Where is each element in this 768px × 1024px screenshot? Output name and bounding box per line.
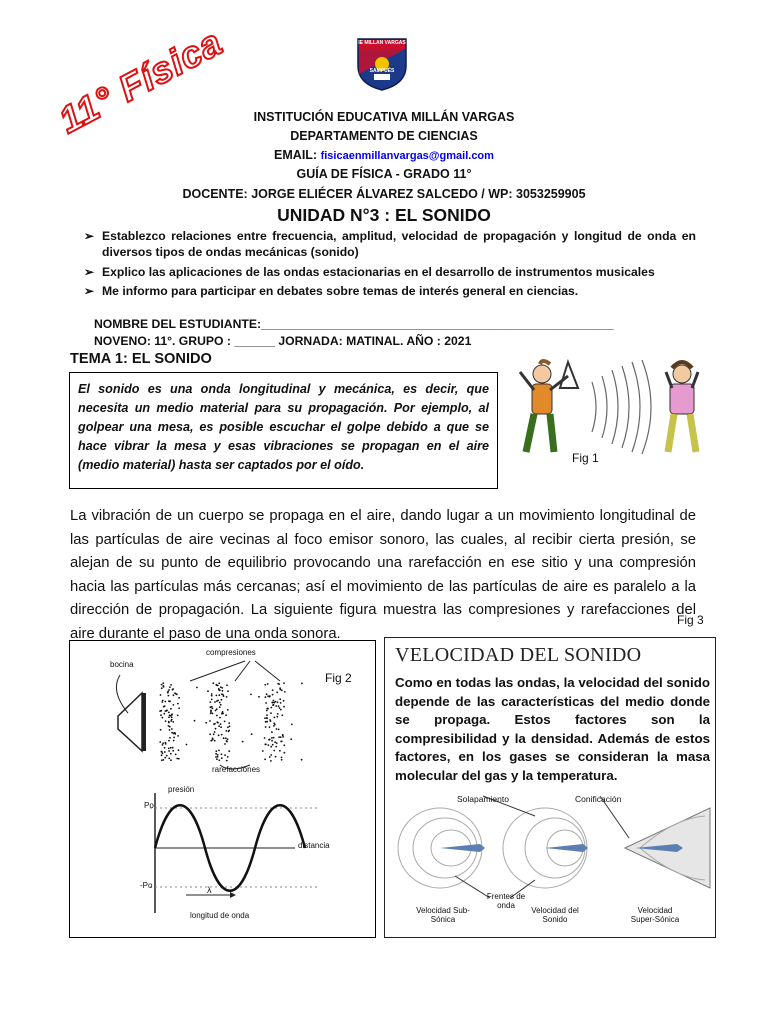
presion-label: presión [168, 785, 195, 794]
compresiones-label: compresiones [206, 648, 256, 657]
conificacion-label: Conificación [575, 794, 622, 804]
longitud-label: longitud de onda [190, 911, 250, 920]
department-name: DEPARTAMENTO DE CIENCIAS [290, 129, 478, 143]
definition-text: El sonido es una onda longitudinal y mecánica, es decir, que necesita un medio material para su propagación. Por ejemplo, al golpear una mesa, es posible escuchar el golpe debido a que se hace vibrar la mesa y esas vibraciones se propagan en el aire (medio material) hasta ser captados por el oído. [78, 382, 489, 472]
email-link[interactable]: fisicaenmillanvargas@gmail.com [320, 150, 494, 162]
arrow-bullet-icon: ➢ [84, 265, 95, 279]
fig1-illustration [512, 352, 712, 462]
tema-title: TEMA 1: EL SONIDO [70, 351, 212, 367]
fig2-label: Fig 2 [325, 671, 352, 685]
bocina-label: bocina [110, 660, 134, 669]
velocidad-box [384, 637, 716, 938]
fig2-diagram [70, 641, 375, 937]
lambda-label: λ [207, 885, 212, 895]
fig3-label: Fig 3 [677, 613, 704, 627]
student-name-line: NOMBRE DEL ESTUDIANTE:____________________________________________________ [94, 317, 614, 331]
guide-title: GUÍA DE FÍSICA - GRADO 11° [296, 167, 472, 181]
definition-box [69, 372, 498, 489]
objective-item: ➢ Explico las aplicaciones de las ondas estacionarias en el desarrollo de instrumentos musicales [84, 265, 655, 279]
arrow-bullet-icon: ➢ [84, 284, 95, 298]
frentes-label: Frentes de onda [486, 892, 526, 910]
fig2-box [69, 640, 376, 938]
fig1-label: Fig 1 [572, 451, 599, 465]
teacher-line: DOCENTE: JORGE ELIÉCER ÁLVAREZ SALCEDO / WP: 3053259905 [182, 187, 586, 201]
email-line [0, 148, 768, 162]
distancia-label: distancia [298, 841, 330, 850]
student-info-line: NOVENO: 11°. GRUPO : ______ JORNADA: MATINAL. AÑO : 2021 [94, 334, 472, 348]
supersonic-label: Velocidad Super-Sónica [630, 906, 680, 924]
logo-text-top: IE MILLAN VARGAS [358, 40, 406, 46]
solapamiento-label: Solapamiento [457, 794, 509, 804]
arrow-bullet-icon: ➢ [84, 229, 95, 243]
objective-item: ➢ Me informo para participar en debates sobre temas de interés general en ciencias. [84, 284, 579, 298]
body-paragraph: La vibración de un cuerpo se propaga en el aire, dando lugar a un movimiento longitudinal de las partículas de aire vecinas al foco emisor sonoro, las cuales, al recibir cierta presión, se alejan de su punto de equilibrio provocando una rarefacción en ese sitio y una compresión hacia las partículas más cercanas; así el movimiento de las partículas de aire es paralelo a la dirección de propagación. La siguiente figura muestra las compresiones y rarefacciones del aire durante el paso de una onda sonora. [70, 508, 696, 642]
velocidad-title: VELOCIDAD DEL SONIDO [395, 644, 642, 666]
sonic-label: Velocidad del Sonido [531, 906, 579, 924]
institution-name: INSTITUCIÓN EDUCATIVA MILLÁN VARGAS [253, 110, 515, 124]
po-label: Po [144, 801, 154, 810]
watermark-title: 11° Física [52, 21, 230, 142]
objective-item: ➢ Establezco relaciones entre frecuencia, amplitud, velocidad de propagación y longitud de onda en diversos tipos de ondas mecánicas (sonido) [84, 229, 696, 259]
logo-text-bottom: SAMPUÉS [369, 68, 395, 74]
rarefacciones-label: rarefacciones [212, 765, 261, 774]
unit-title: UNIDAD N°3 : EL SONIDO [277, 205, 491, 225]
subsonic-label: Velocidad Sub-Sónica [416, 906, 470, 924]
neg-po-label: -Po [140, 881, 153, 890]
velocidad-text: Como en todas las ondas, la velocidad del sonido depende de las características del medio donde se propaga. Estos factores son la compresibilidad y la densidad. Además de estos factores, en los gases se consideran la masa molecular del gas y la temperatura. [395, 675, 710, 783]
email-label: EMAIL: [274, 148, 321, 162]
